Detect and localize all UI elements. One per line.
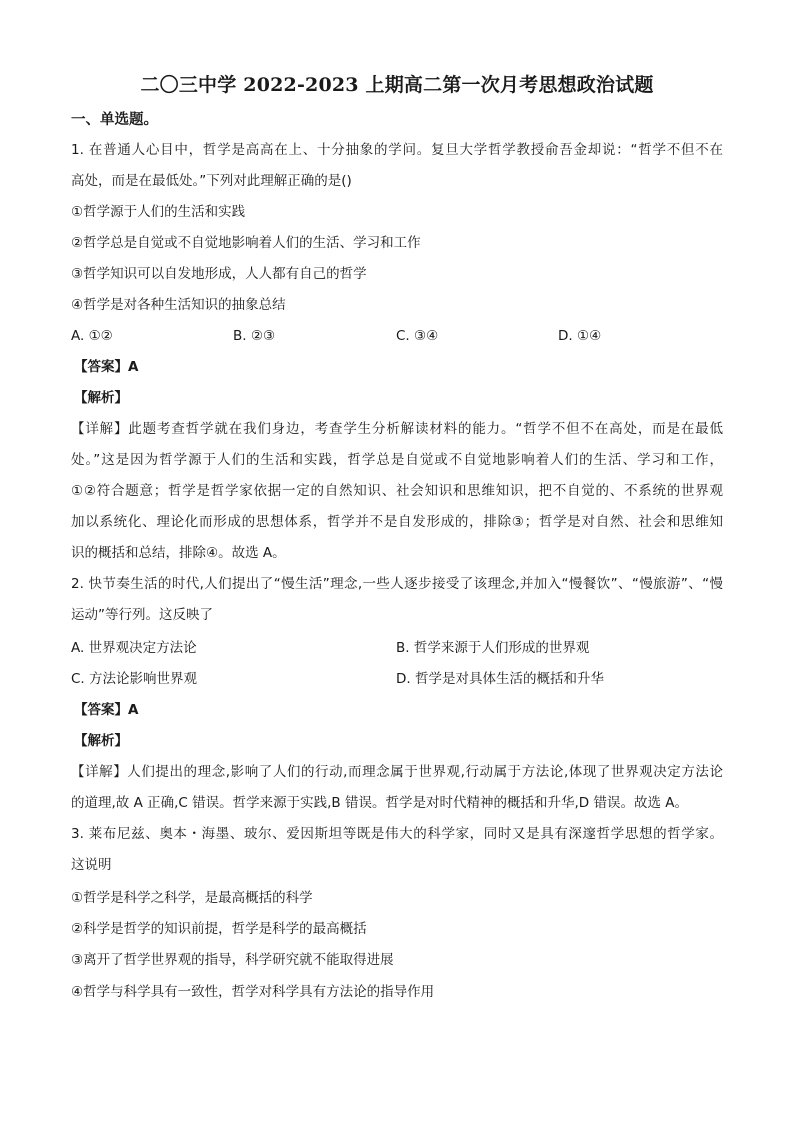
- q1-detail-line-2: 处。”这是因为哲学源于人们的生活和实践，哲学总是自觉或不自觉地影响着人们的生活、学习和工作，: [71, 452, 723, 468]
- q2-answer: 【答案】A: [74, 702, 139, 718]
- q2-option-a: A. 世界观决定方法论: [71, 640, 197, 656]
- q1-detail-line-1: 【详解】此题考查哲学就在我们身边，考查学生分析解读材料的能力。“哲学不但不在高处，而是在最低: [71, 421, 723, 437]
- q2-option-c: C. 方法论影响世界观: [71, 671, 198, 687]
- q1-answer: 【答案】A: [74, 359, 139, 375]
- q1-item-4: ④哲学是对各种生活知识的抽象总结: [71, 297, 286, 313]
- q1-option-c: C. ③④: [396, 328, 439, 344]
- q1-detail-line-3: ①②符合题意；哲学是哲学家依据一定的自然知识、社会知识和思维知识，把不自觉的、不系统的世界观: [71, 483, 723, 499]
- q1-stem-line-2: 高处，而是在最低处。”下列对此理解正确的是(): [71, 173, 352, 189]
- q3-item-4: ④哲学与科学具有一致性，哲学对科学具有方法论的指导作用: [71, 984, 435, 1000]
- q1-item-1: ①哲学源于人们的生活和实践: [71, 204, 246, 220]
- q2-detail-line-2: 的道理,故 A 正确,C 错误。哲学来源于实践,B 错误。哲学是对时代精神的概括和升华,D 错误。故选 A。: [71, 795, 688, 811]
- q2-detail-line-1: 【详解】人们提出的理念,影响了人们的行动,而理念属于世界观,行动属于方法论,体现了世界观决定方法论: [71, 764, 723, 780]
- q2-option-b: B. 哲学来源于人们形成的世界观: [396, 640, 590, 656]
- q3-item-2: ②科学是哲学的知识前提，哲学是科学的最高概括: [71, 921, 367, 937]
- q2-stem-line-2: 运动”等行列。这反映了: [71, 607, 213, 623]
- q1-option-d: D. ①④: [558, 328, 602, 344]
- q1-item-2: ②哲学总是自觉或不自觉地影响着人们的生活、学习和工作: [71, 235, 421, 251]
- q1-option-b: B. ②③: [233, 328, 276, 344]
- q2-option-d: D. 哲学是对具体生活的概括和升华: [396, 671, 604, 687]
- page-title: 二〇三中学 2022-2023 上期高二第一次月考思想政治试题: [140, 74, 654, 96]
- q2-stem-line-1: 2. 快节奏生活的时代,人们提出了“慢生活”理念,一些人逐步接受了该理念,并加入“慢餐饮”、“慢旅游”、“慢: [71, 576, 723, 592]
- q3-item-3: ③离开了哲学世界观的指导，科学研究就不能取得进展: [71, 952, 394, 968]
- q1-analysis-label: 【解析】: [74, 390, 128, 406]
- q3-stem-line-2: 这说明: [71, 857, 112, 873]
- q1-stem-line-1: 1. 在普通人心目中，哲学是高高在上、十分抽象的学问。复旦大学哲学教授俞吾金却说：“哲学不但不在: [71, 142, 723, 158]
- q1-detail-line-4: 加以系统化、理论化而形成的思想体系，哲学并不是自发形成的，排除③；哲学是对自然、社会和思维知: [71, 514, 723, 530]
- q1-item-3: ③哲学知识可以自发地形成，人人都有自己的哲学: [71, 266, 367, 282]
- q2-analysis-label: 【解析】: [74, 733, 128, 749]
- q3-stem-line-1: 3. 莱布尼兹、奥本・海墨、玻尔、爱因斯坦等既是伟大的科学家，同时又是具有深邃哲学思想的哲学家。: [71, 826, 723, 842]
- q1-option-a: A. ①②: [71, 328, 113, 344]
- q3-item-1: ①哲学是科学之科学，是最高概括的科学: [71, 890, 313, 906]
- section-heading: 一、单选题。: [71, 112, 158, 128]
- q1-detail-line-5: 识的概括和总结，排除④。故选 A。: [71, 545, 286, 561]
